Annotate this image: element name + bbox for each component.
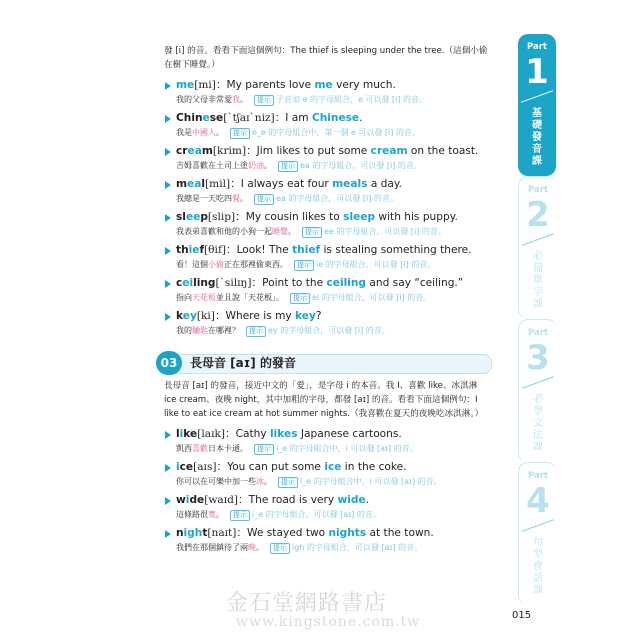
- sentence-text: with his puppy.: [375, 211, 458, 223]
- watermark-text: 金石堂網路書店: [226, 591, 388, 616]
- vocab-entry: [164, 526, 492, 554]
- word-highlighted-letters: igh: [183, 527, 203, 539]
- translation-highlight: 寬: [208, 510, 216, 519]
- vocab-entry: [164, 309, 492, 337]
- translation-text: 指向: [176, 293, 192, 302]
- vocab-word: [176, 211, 208, 223]
- translation-text: 。: [264, 477, 272, 486]
- vocab-entry: [164, 111, 492, 139]
- translation-text: 凱西: [176, 444, 192, 453]
- sentence-keyword: ceiling: [326, 277, 367, 289]
- word-highlighted-letters: ey: [182, 310, 197, 322]
- sentence-text: and say “ceiling.”: [366, 277, 464, 289]
- watermark-url: www.kingstone.com.tw: [236, 614, 421, 630]
- sentence-text: Japanese cartoons.: [297, 428, 402, 440]
- hint-badge: 提示: [302, 227, 322, 238]
- bullet-triangle-icon: [165, 313, 171, 321]
- vocab-entry: [164, 493, 492, 521]
- translation-highlight: 中國人: [192, 128, 216, 137]
- word-highlighted-letters: e: [202, 112, 210, 124]
- hint-text: ea 的字母組合，可以發 [i] 的音。: [276, 194, 398, 203]
- example-sentence: [164, 243, 492, 258]
- sentence-keyword: wide: [337, 494, 366, 506]
- chinese-translation: [164, 258, 492, 271]
- part-tab-1[interactable]: [518, 34, 556, 176]
- translation-highlight: 天花板: [192, 293, 216, 302]
- vocab-entry: [164, 78, 492, 106]
- sentence-text: ：My parents love: [215, 79, 315, 91]
- sentence-text: at the town.: [366, 527, 434, 539]
- tab-part-number: 4: [526, 481, 550, 521]
- word-plain-part: l: [201, 178, 206, 190]
- vocab-entry: [164, 276, 492, 304]
- phonetic-transcription: [mil]: [205, 178, 231, 190]
- hint-badge: 提示: [278, 477, 298, 488]
- word-plain-part: k: [176, 310, 183, 322]
- sentence-text: ?: [315, 310, 322, 322]
- vocab-word: [176, 178, 205, 190]
- bullet-triangle-icon: [165, 214, 171, 222]
- word-highlighted-letters: ea: [187, 178, 202, 190]
- example-sentence: [164, 526, 492, 541]
- bullet-triangle-icon: [165, 148, 171, 156]
- translation-highlight: 晚: [248, 543, 256, 552]
- hint-text: ie 的字母組合，可以發 [i] 的音。: [316, 260, 436, 269]
- sentence-text: ：We stayed two: [236, 527, 329, 539]
- tab-part-label: Part: [528, 185, 548, 195]
- word-plain-part: ke: [183, 428, 198, 440]
- hint-text: i_e 的字母組合中，i 可以發 [aɪ] 的音。: [276, 444, 418, 453]
- translation-highlight: 睡覺: [272, 227, 288, 236]
- translation-text: 我是: [176, 128, 192, 137]
- sentence-text: ：Where is my: [214, 310, 296, 322]
- sentence-text: .: [359, 112, 363, 124]
- hint-badge: 提示: [246, 326, 266, 337]
- word-highlighted-letters: i: [179, 428, 184, 440]
- tab-title: 必備單字課: [533, 251, 543, 310]
- hint-badge: 提示: [290, 293, 310, 304]
- tab-part-label: Part: [527, 42, 547, 52]
- word-plain-part: se: [209, 112, 224, 124]
- sentence-text: ：The road is very: [238, 494, 338, 506]
- sentence-text: very much.: [332, 79, 396, 91]
- vocab-word: [176, 277, 216, 289]
- hint-text: 子音加 e 的字母組合，e 可以發 [i] 的音。: [276, 95, 428, 104]
- chinese-translation: [164, 159, 492, 172]
- example-sentence: [164, 78, 492, 93]
- word-plain-part: sl: [176, 211, 186, 223]
- bullet-triangle-icon: [165, 280, 171, 288]
- phonetic-transcription: [naɪt]: [207, 527, 237, 539]
- translation-highlight: 我: [232, 95, 240, 104]
- word-plain-part: ce: [179, 461, 194, 473]
- translation-highlight: 餐: [232, 194, 240, 203]
- translation-highlight: 奶油: [248, 161, 264, 170]
- word-highlighted-letters: me: [176, 79, 195, 91]
- translation-text: 。: [264, 161, 272, 170]
- translation-text: 我的父母非常愛: [176, 95, 232, 104]
- hint-text: igh 的字母組合，可以發 [aɪ] 的音。: [292, 543, 423, 552]
- bullet-triangle-icon: [165, 464, 171, 472]
- vocab-entry: [164, 144, 492, 172]
- sentence-keyword: thief: [292, 244, 321, 256]
- translation-text: 。: [288, 227, 296, 236]
- sentence-text: ：Look! The: [226, 244, 293, 256]
- phonetic-transcription: [waɪd]: [204, 494, 239, 506]
- bullet-triangle-icon: [165, 530, 171, 538]
- vocab-entry: [164, 210, 492, 238]
- word-plain-part: w: [176, 494, 186, 506]
- word-plain-part: cr: [176, 145, 188, 157]
- vocab-word: [176, 310, 197, 322]
- word-highlighted-letters: i: [176, 461, 180, 473]
- hint-badge: 提示: [254, 444, 274, 455]
- tab-divider-line: [522, 233, 554, 246]
- hint-badge: 提示: [294, 260, 314, 271]
- phonetic-transcription: [slip]: [207, 211, 236, 223]
- chinese-translation: [164, 93, 492, 106]
- sentence-text: ：I always eat four: [230, 178, 333, 190]
- word-highlighted-letters: i: [185, 494, 190, 506]
- sentence-text: a day.: [367, 178, 403, 190]
- word-plain-part: ling: [193, 277, 216, 289]
- translation-text: 並且說「天花板」。: [216, 293, 284, 302]
- hint-text: ea 的字母組合，可以發 [i] 的音。: [300, 161, 422, 170]
- vocab-entry: [164, 243, 492, 271]
- vocab-word: [176, 79, 194, 91]
- sentence-keyword: sleep: [343, 211, 376, 223]
- sentence-text: ：Cathy: [225, 428, 271, 440]
- entry-list-long-i: [164, 78, 492, 337]
- word-plain-part: de: [189, 494, 205, 506]
- chinese-translation: [164, 324, 492, 337]
- translation-text: 我表弟喜歡和他的小狗一起: [176, 227, 272, 236]
- bullet-triangle-icon: [165, 497, 171, 505]
- vocab-word: [176, 145, 213, 157]
- translation-text: 我總是一天吃四: [176, 194, 232, 203]
- word-plain-part: th: [176, 244, 189, 256]
- hint-badge: 提示: [254, 194, 274, 205]
- bullet-triangle-icon: [165, 82, 171, 90]
- vocab-word: [176, 527, 207, 539]
- sentence-keyword: meals: [332, 178, 368, 190]
- tab-title: 句型會話課: [533, 537, 543, 596]
- sentence-keyword: nights: [328, 527, 367, 539]
- sentence-text: ：Point to the: [251, 277, 327, 289]
- translation-text: 。: [256, 543, 264, 552]
- hint-text: ei 的字母組合，可以發 [i] 的音。: [312, 293, 432, 302]
- word-plain-part: m: [201, 145, 213, 157]
- word-plain-part: p: [200, 211, 208, 223]
- translation-text: 你可以在可樂中加一些: [176, 477, 256, 486]
- section-title: 長母音 [aɪ] 的發音: [190, 356, 296, 370]
- hint-badge: 提示: [254, 95, 274, 106]
- intro-paragraph-top: 發 [i] 的音。看看下面這個例句：The thief is sleeping under the tree.（這個小偷在樹下睡覺。）: [164, 46, 488, 70]
- vocab-entry: [164, 427, 492, 455]
- tab-title: 必學文法課: [533, 394, 543, 453]
- word-plain-part: m: [176, 178, 188, 190]
- hint-badge: 提示: [230, 128, 250, 139]
- content-column: [160, 44, 492, 559]
- translation-highlight: 小偷: [208, 260, 224, 269]
- phonetic-transcription: [θif]: [204, 244, 226, 256]
- part-tab-4[interactable]: [518, 462, 557, 605]
- sentence-text: in the coke.: [341, 461, 407, 473]
- bullet-triangle-icon: [165, 431, 171, 439]
- tab-part-number: 3: [526, 338, 550, 378]
- vocab-entry: [164, 177, 492, 205]
- bullet-triangle-icon: [165, 247, 171, 255]
- phonetic-transcription: [laɪk]: [197, 428, 226, 440]
- vocab-word: [176, 428, 197, 440]
- tab-title: 基礎發音課: [532, 108, 542, 167]
- vocab-word: [176, 112, 223, 124]
- part-tabs-sidebar: [518, 34, 558, 605]
- phonetic-transcription: [ˋtʃaɪˋniz]: [223, 112, 275, 124]
- word-plain-part: c: [176, 277, 183, 289]
- example-sentence: [164, 144, 492, 159]
- example-sentence: [164, 309, 492, 324]
- sentence-text: .: [365, 494, 370, 506]
- sentence-keyword: ice: [324, 461, 342, 473]
- translation-text: 我們在那個鎮待了兩: [176, 543, 248, 552]
- intro-paragraph-mid: 長母音 [aɪ] 的發音，接近中文的「愛」，是字母 i 的本音。我 I、喜歡 like、冰淇淋 ice cream、夜晚 night，其中加粗的字母，都發 [aɪ] 的音。看看下面這個例句：I like to eat ice cream at hot summer nights.（我喜歡在夏天的夜晚吃冰淇淋。）: [164, 381, 484, 419]
- hint-text: e_e 的字母組合中，第一個 e 可以發 [i] 的音。: [252, 128, 420, 137]
- word-highlighted-letters: ee: [185, 211, 201, 223]
- hint-text: ee 的字母組合，可以發 [i] 的音。: [324, 227, 446, 236]
- translation-text: 。: [216, 128, 224, 137]
- vocab-word: [176, 461, 193, 473]
- translation-highlight: 冰: [256, 477, 264, 486]
- hint-text: i_e 的字母組合，可以發 [aɪ] 的音。: [252, 510, 381, 519]
- sentence-keyword: likes: [270, 428, 298, 440]
- entry-list-long-ai: [164, 427, 492, 554]
- hint-badge: 提示: [230, 510, 250, 521]
- hint-badge: 提示: [270, 543, 290, 554]
- chinese-translation: [164, 291, 492, 304]
- bullet-triangle-icon: [165, 181, 171, 189]
- section-header: [156, 351, 492, 373]
- phonetic-transcription: [aɪs]: [193, 461, 217, 473]
- example-sentence: [164, 210, 492, 225]
- word-plain-part: Chin: [176, 112, 203, 124]
- sentence-keyword: key: [295, 310, 316, 322]
- sentence-text: ：Jim likes to put some: [246, 145, 371, 157]
- translation-text: 。: [240, 194, 248, 203]
- word-highlighted-letters: ei: [182, 277, 194, 289]
- sentence-text: ：I am: [274, 112, 312, 124]
- tab-part-number: 2: [526, 195, 550, 235]
- translation-text: 在哪裡？: [208, 326, 240, 335]
- tab-divider-line: [522, 519, 554, 532]
- chinese-translation: [164, 126, 492, 139]
- vocab-word: [176, 494, 204, 506]
- translation-text: 我的: [176, 326, 192, 335]
- vocab-entry: [164, 460, 492, 488]
- example-sentence: [164, 111, 492, 126]
- phonetic-transcription: [krim]: [212, 145, 247, 157]
- sentence-text: on the toast.: [407, 145, 479, 157]
- word-highlighted-letters: ie: [188, 244, 200, 256]
- translation-highlight: 喜歡: [192, 444, 208, 453]
- word-plain-part: l: [176, 428, 180, 440]
- bullet-triangle-icon: [165, 115, 171, 123]
- example-sentence: [164, 177, 492, 192]
- tab-divider-line: [521, 90, 553, 103]
- translation-text: 看！這個: [176, 260, 208, 269]
- tab-part-label: Part: [528, 471, 548, 481]
- word-plain-part: f: [199, 244, 205, 256]
- sentence-text: ：You can put some: [216, 461, 325, 473]
- translation-highlight: 鑰匙: [192, 326, 208, 335]
- section-number-badge: 03: [156, 351, 182, 375]
- sentence-keyword: Chinese: [311, 112, 360, 124]
- chinese-translation: [164, 541, 492, 554]
- chinese-translation: [164, 442, 492, 455]
- example-sentence: [164, 460, 492, 475]
- chinese-translation: [164, 508, 492, 521]
- tab-part-number: 1: [525, 52, 549, 92]
- sentence-keyword: cream: [370, 145, 408, 157]
- phonetic-transcription: [ki]: [196, 310, 215, 322]
- translation-text: 日本卡通。: [208, 444, 248, 453]
- sentence-keyword: me: [314, 79, 333, 91]
- phonetic-transcription: [mi]: [194, 79, 216, 91]
- hint-text: i_e 的字母組合中，i 可以發 [aɪ] 的音。: [300, 477, 442, 486]
- translation-text: 正在那裡偷東西。: [224, 260, 288, 269]
- word-plain-part: n: [176, 527, 184, 539]
- sentence-text: is stealing something there.: [320, 244, 472, 256]
- translation-text: 。: [216, 510, 224, 519]
- chinese-translation: [164, 225, 492, 238]
- example-sentence: [164, 427, 492, 442]
- example-sentence: [164, 493, 492, 508]
- sentence-text: ：My cousin likes to: [235, 211, 344, 223]
- phonetic-transcription: [ˋsilɪŋ]: [215, 277, 252, 289]
- hint-badge: 提示: [278, 161, 298, 172]
- word-plain-part: t: [202, 527, 208, 539]
- example-sentence: [164, 276, 492, 291]
- tab-part-label: Part: [528, 328, 548, 338]
- chinese-translation: [164, 192, 492, 205]
- vocab-word: [176, 244, 204, 256]
- part-tab-2[interactable]: [518, 176, 557, 319]
- tab-divider-line: [522, 376, 554, 389]
- chinese-translation: [164, 475, 492, 488]
- translation-text: 這條路很: [176, 510, 208, 519]
- translation-text: 。: [240, 95, 248, 104]
- word-highlighted-letters: ea: [187, 145, 202, 157]
- page-number: 015: [512, 610, 532, 621]
- hint-text: ey 的字母組合，可以發 [i] 的音。: [268, 326, 390, 335]
- part-tab-3[interactable]: [518, 319, 557, 462]
- translation-text: 吉姆喜歡在土司上塗: [176, 161, 248, 170]
